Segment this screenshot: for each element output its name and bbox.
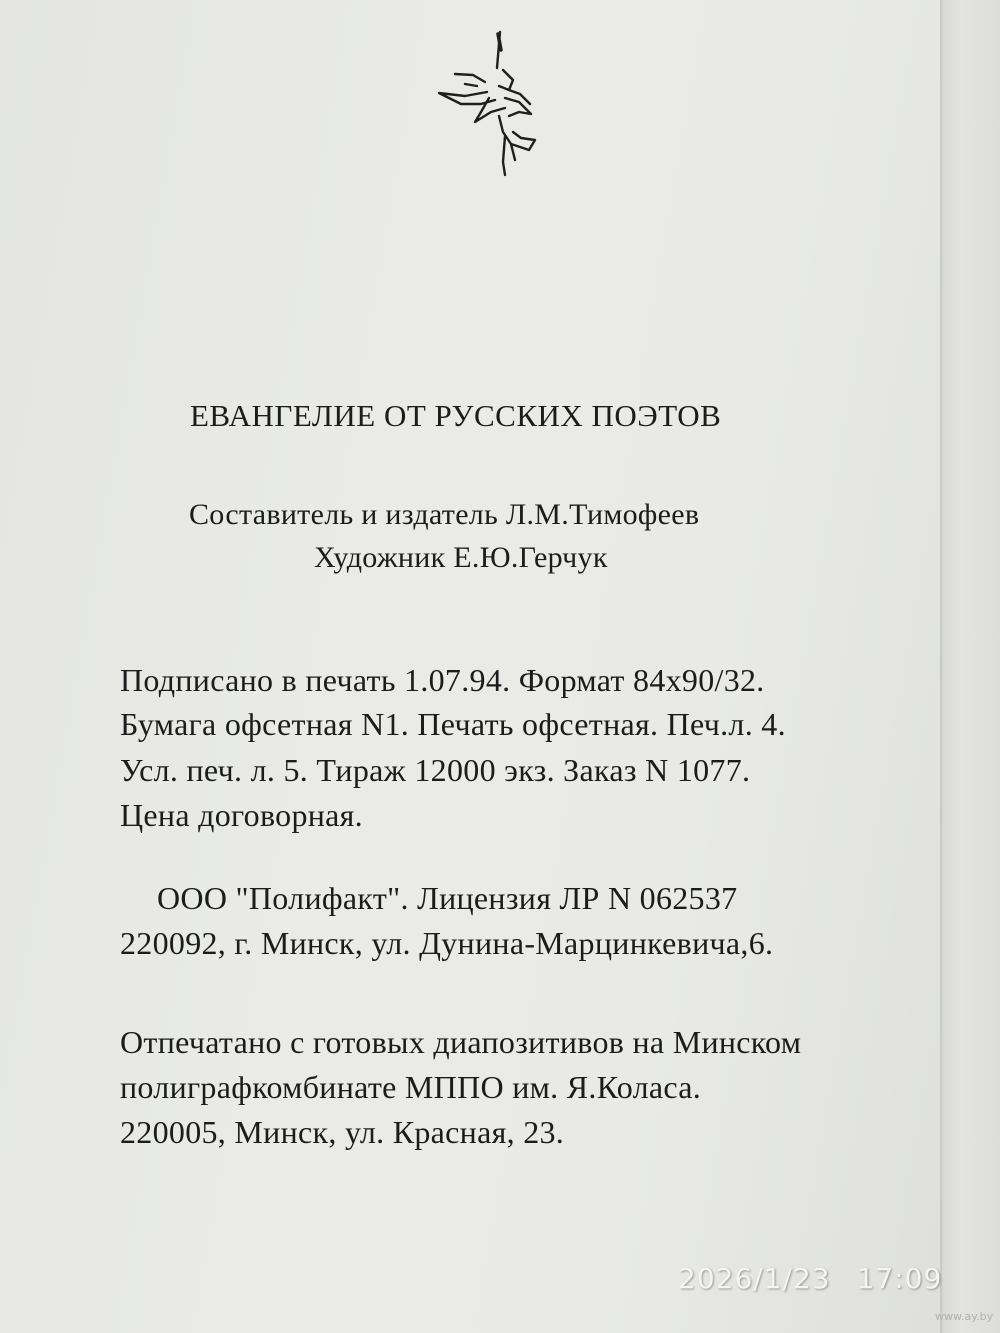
publisher-line: ООО "Полифакт". Лицензия ЛР N 062537 bbox=[157, 880, 738, 916]
publisher-address: 220092, г. Минск, ул. Дунина-Марцинкевича,6. bbox=[120, 925, 774, 961]
photo-date: 2026/1/23 bbox=[678, 1262, 831, 1295]
compiler-credit: Составитель и издатель Л.М.Тимофеев bbox=[189, 498, 700, 531]
stylized-bird-cross-icon bbox=[425, 20, 565, 185]
imprint-line: Подписано в печать 1.07.94. Формат 84x90/32. bbox=[120, 662, 765, 698]
imprint-line: Бумага офсетная N1. Печать офсетная. Печ.л. 4. bbox=[120, 706, 786, 742]
imprint-line: Цена договорная. bbox=[120, 797, 363, 833]
photo-timestamp bbox=[678, 1262, 942, 1295]
printer-line: полиграфкомбинате МППО им. Я.Коласа. bbox=[120, 1069, 702, 1105]
book-title: ЕВАНГЕЛИЕ ОТ РУССКИХ ПОЭТОВ bbox=[190, 398, 722, 433]
next-page-edge bbox=[940, 0, 1000, 1333]
photo-time: 17:09 bbox=[856, 1262, 943, 1295]
imprint-line: Усл. печ. л. 5. Тираж 12000 экз. Заказ N 1077. bbox=[120, 752, 751, 788]
printer-address: 220005, Минск, ул. Красная, 23. bbox=[120, 1114, 565, 1150]
site-watermark: www.ay.by bbox=[935, 1310, 994, 1323]
printer-line: Отпечатано с готовых диапозитивов на Минском bbox=[120, 1024, 802, 1060]
artist-credit: Художник Е.Ю.Герчук bbox=[314, 541, 608, 574]
